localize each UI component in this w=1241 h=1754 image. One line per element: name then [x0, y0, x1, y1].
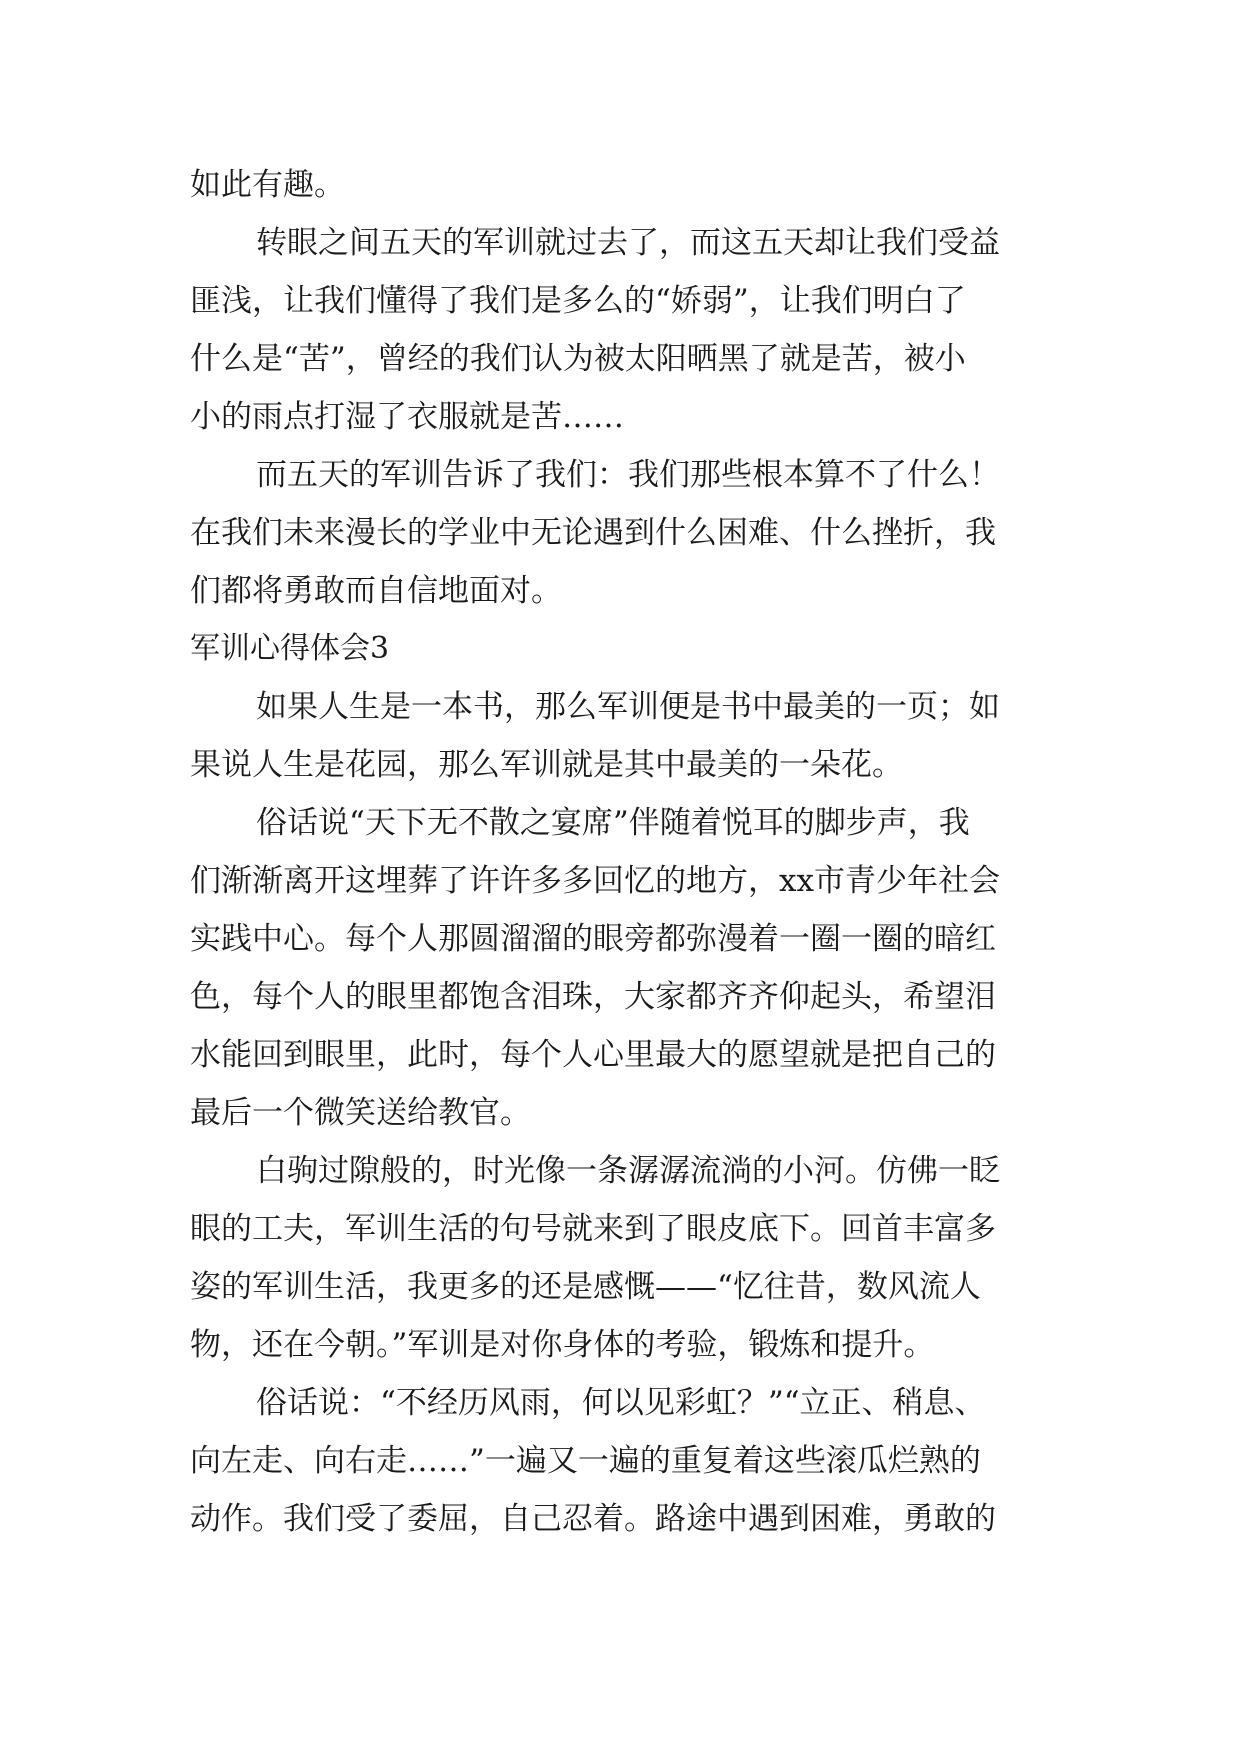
- text-line: 匪浅，让我们懂得了我们是多么的“娇弱”，让我们明白了: [190, 283, 966, 319]
- text-line: 动作。我们受了委屈，自己忍着。路途中遇到困难，勇敢的: [190, 1501, 996, 1537]
- text-line: 实践中心。每个人那圆溜溜的眼旁都弥漫着一圈一圈的暗红: [190, 921, 996, 957]
- text-line: 果说人生是花园，那么军训就是其中最美的一朵花。: [190, 747, 903, 783]
- text-line: 们都将勇敢而自信地面对。: [190, 573, 562, 609]
- paragraph-start-line: 俗话说“天下无不散之宴席”伴随着悦耳的脚步声，我: [256, 805, 970, 841]
- text-line: 什么是“苦”，曾经的我们认为被太阳晒黑了就是苦，被小: [190, 341, 966, 377]
- text-line: 最后一个微笑送给教官。: [190, 1095, 531, 1131]
- text-line: 水能回到眼里，此时，每个人心里最大的愿望就是把自己的: [190, 1037, 996, 1073]
- text-line: 在我们未来漫长的学业中无论遇到什么困难、什么挫折，我: [190, 515, 996, 551]
- text-line: 眼的工夫，军训生活的句号就来到了眼皮底下。回首丰富多: [190, 1211, 996, 1247]
- text-line: 们渐渐离开这埋葬了许许多多回忆的地方，xx市青少年社会: [190, 863, 1000, 899]
- paragraph-start-line: 而五天的军训告诉了我们：我们那些根本算不了什么！: [256, 457, 1000, 493]
- document-body: [190, 156, 1070, 1548]
- text-line: 物，还在今朝。”军训是对你身体的考验，锻炼和提升。: [190, 1327, 935, 1363]
- text-line: 如此有趣。: [190, 167, 345, 203]
- section-heading: 军训心得体会3: [190, 631, 390, 666]
- text-line: 色，每个人的眼里都饱含泪珠，大家都齐齐仰起头，希望泪: [190, 979, 996, 1015]
- text-line: 姿的军训生活，我更多的还是感慨——“忆往昔，数风流人: [190, 1269, 981, 1305]
- text-line: 小的雨点打湿了衣服就是苦……: [190, 399, 624, 435]
- paragraph-start-line: 如果人生是一本书，那么军训便是书中最美的一页；如: [256, 689, 1000, 725]
- text-line: 向左走、向右走……”一遍又一遍的重复着这些滚瓜烂熟的: [190, 1443, 981, 1479]
- paragraph-start-line: 转眼之间五天的军训就过去了，而这五天却让我们受益: [256, 225, 1000, 261]
- paragraph-start-line: 俗话说：“不经历风雨，何以见彩虹？”“立正、稍息、: [256, 1385, 986, 1421]
- paragraph-start-line: 白驹过隙般的，时光像一条潺潺流淌的小河。仿佛一眨: [256, 1153, 1000, 1189]
